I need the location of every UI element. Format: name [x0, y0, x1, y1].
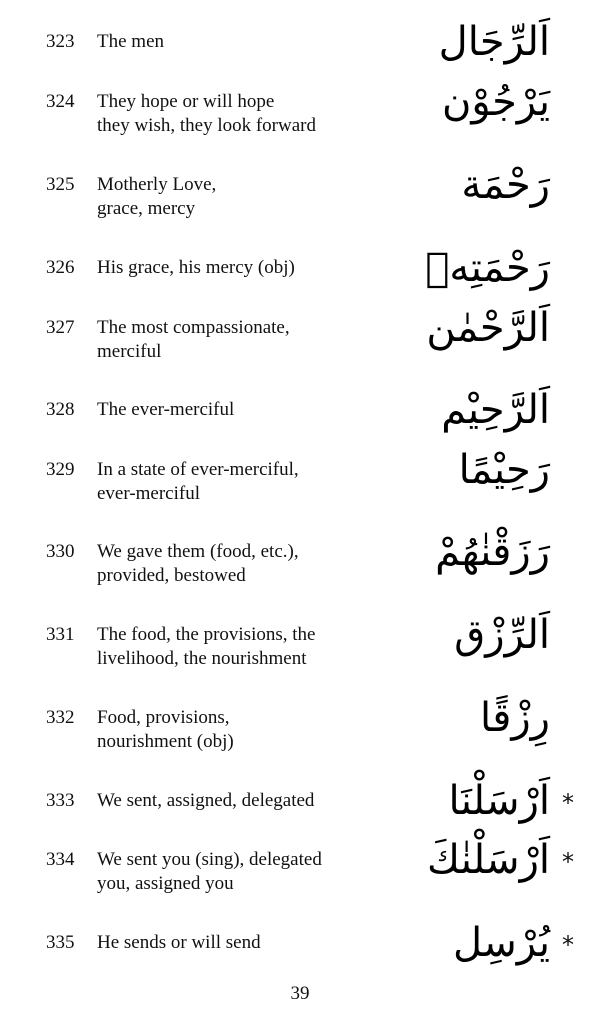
arabic-word: يَرْجُوْن [442, 79, 550, 125]
definition-line: He sends or will send [97, 932, 261, 953]
entry-definition [97, 458, 377, 506]
definition-line: The men [97, 31, 165, 52]
entry-number: 325 [46, 174, 75, 195]
arabic-word: اَلرِّزْق [454, 612, 550, 658]
entry-number: 328 [46, 399, 75, 420]
arabic-word: رَزَقْنٰهُمْ [435, 529, 550, 575]
definition-line: livelihood, the nourishment [97, 648, 307, 669]
entry-definition [97, 848, 377, 896]
entry-number: 326 [46, 257, 75, 278]
definition-line: His grace, his mercy (obj) [97, 257, 295, 278]
arabic-word: رَحِيْمًا [458, 447, 550, 493]
definition-line: We gave them (food, etc.), [97, 541, 299, 562]
definition-line: We sent you (sing), delegated [97, 849, 322, 870]
arabic-word: اَلرَّحِيْم [441, 387, 550, 433]
entry-definition [97, 30, 377, 54]
definition-line: ever-merciful [97, 483, 200, 504]
arabic-word: رَحْمَتِهٖ [425, 245, 550, 291]
definition-line: They hope or will hope [97, 91, 275, 112]
arabic-word: رِزْقًا [480, 695, 550, 741]
arabic-word: اَرْسَلْنَا [448, 778, 550, 824]
definition-line: Motherly Love, [97, 174, 217, 195]
entry-definition [97, 398, 377, 422]
definition-line: The ever-merciful [97, 399, 235, 420]
entry-number: 331 [46, 624, 75, 645]
definition-line: merciful [97, 341, 162, 362]
definition-line: The food, the provisions, the [97, 624, 316, 645]
definition-line: Food, provisions, [97, 707, 230, 728]
definition-line: nourishment (obj) [97, 731, 234, 752]
entry-number: 323 [46, 31, 75, 52]
definition-line: We sent, assigned, delegated [97, 790, 315, 811]
arabic-word: اَرْسَلْنٰكَ [427, 837, 550, 883]
entry-definition [97, 706, 377, 754]
arabic-word: رَحْمَة [461, 162, 550, 208]
arabic-word: اَلرِّجَال [438, 19, 550, 65]
entry-number: 329 [46, 459, 75, 480]
page-number: 39 [290, 983, 310, 1004]
entry-number: 332 [46, 707, 75, 728]
asterisk-marker: * [562, 848, 574, 876]
entry-definition [97, 256, 377, 280]
entry-number: 334 [46, 849, 75, 870]
definition-line: The most compassionate, [97, 317, 290, 338]
definition-line: grace, mercy [97, 198, 196, 219]
entry-definition [97, 316, 377, 364]
entry-number: 333 [46, 790, 75, 811]
entry-number: 335 [46, 932, 75, 953]
entry-definition [97, 789, 377, 813]
asterisk-marker: * [562, 931, 574, 959]
entry-definition [97, 540, 377, 588]
definition-line: you, assigned you [97, 873, 234, 894]
entry-number: 330 [46, 541, 75, 562]
definition-line: provided, bestowed [97, 565, 246, 586]
entry-definition [97, 173, 377, 221]
entry-number: 324 [46, 91, 75, 112]
definition-line: they wish, they look forward [97, 115, 316, 136]
entry-definition [97, 623, 377, 671]
asterisk-marker: * [562, 789, 574, 817]
entry-number: 327 [46, 317, 75, 338]
arabic-word: يُرْسِل [452, 920, 550, 966]
arabic-word: اَلرَّحْمٰن [426, 305, 550, 351]
entry-definition [97, 931, 377, 955]
definition-line: In a state of ever-merciful, [97, 459, 299, 480]
entry-definition [97, 90, 377, 138]
